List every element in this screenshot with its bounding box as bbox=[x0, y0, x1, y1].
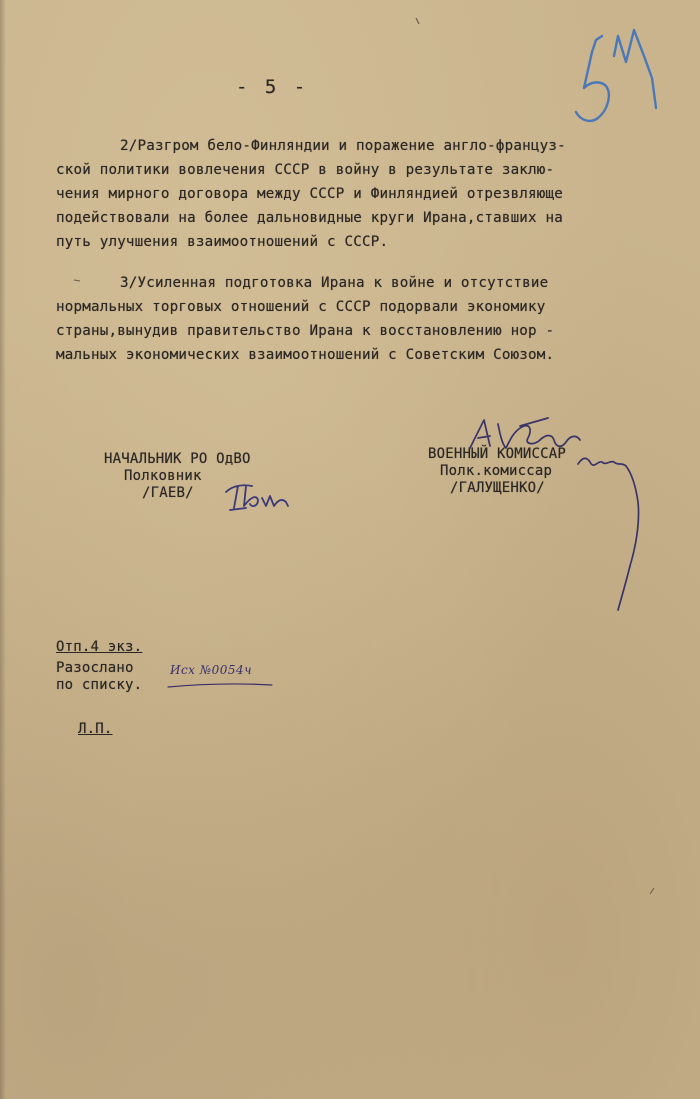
paragraph-2-line: 2/Разгром бело-Финляндии и поражение англо-француз- bbox=[120, 138, 566, 154]
folio-number-mark bbox=[576, 30, 656, 121]
typist-initials: Л.П. bbox=[78, 721, 113, 737]
handwritten-underline bbox=[168, 684, 272, 687]
signatory-name: /ГАЕВ/ bbox=[142, 485, 194, 501]
paragraph-3-line: мальных экономических взаимоотношений с Советским Союзом. bbox=[56, 347, 555, 363]
copies-note: Отп.4 экз. bbox=[56, 639, 143, 655]
distribution-note-line: Разослано bbox=[56, 660, 134, 676]
paragraph-2-line: подействовали на более дальновидные круги Ирана,ставших на bbox=[56, 210, 564, 226]
signatory-rank: Полк.комиссар bbox=[440, 463, 553, 479]
paragraph-3-line: нормальных торговых отношений с СССР подорвали экономику bbox=[56, 299, 546, 315]
paragraph-2 bbox=[56, 134, 656, 254]
signatory-title: ВОЕННЫЙ КОМИССАР bbox=[428, 446, 567, 462]
page-number: - 5 - bbox=[236, 76, 309, 98]
paragraph-2-line: путь улучшения взаимоотношений с СССР. bbox=[56, 234, 389, 250]
paper-speck bbox=[416, 18, 419, 24]
signatory-name: /ГАЛУЩЕНКО/ bbox=[450, 480, 545, 496]
distribution-note bbox=[56, 660, 142, 694]
signatory-title: НАЧАЛЬНИК РО ОдВО bbox=[104, 451, 251, 467]
paragraph-2-line: чения мирного договора между СССР и Финляндией отрезвляюще bbox=[56, 186, 564, 202]
signature-block-left bbox=[104, 451, 251, 502]
paper-edge-shadow bbox=[0, 0, 6, 1099]
signature-block-right bbox=[428, 446, 566, 497]
paragraph-3-line: 3/Усиленная подготовка Ирана к войне и отсутствие bbox=[120, 275, 549, 291]
paragraph-2-line: ской политики вовлечения СССР в войну в результате заклю- bbox=[56, 162, 555, 178]
distribution-note-line: по списку. bbox=[56, 677, 143, 693]
signatory-rank: Полковник bbox=[124, 468, 202, 484]
paragraph-3-line: страны,вынудив правительство Ирана к восстановлению нор - bbox=[56, 323, 555, 339]
paragraph-3 bbox=[56, 271, 656, 367]
handwritten-outgoing-number: Исх №0054ч bbox=[170, 663, 253, 677]
paper-speck bbox=[650, 888, 654, 894]
